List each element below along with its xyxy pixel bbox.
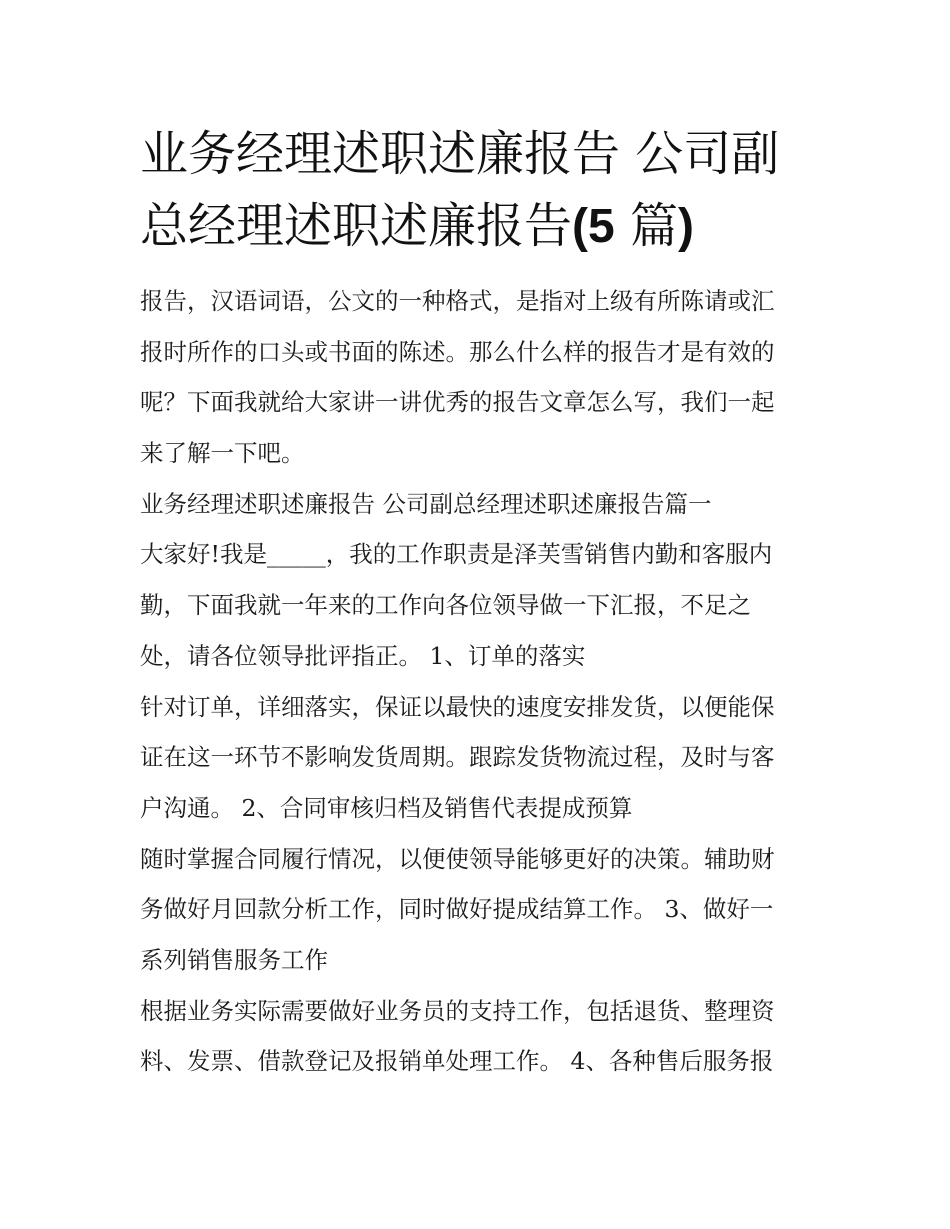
body-line: 系列销售服务工作 — [140, 945, 328, 974]
body-line: 勤，下面我就一年来的工作向各位领导做一下汇报，不足之 — [140, 591, 751, 620]
document-body — [140, 276, 820, 1087]
body-line: 报时所作的口头或书面的陈述。那么什么样的报告才是有效的 — [140, 337, 775, 366]
title-count-close: ) — [677, 200, 694, 253]
body-line: 呢？下面我就给大家讲一讲优秀的报告文章怎么写，我们一起 — [140, 388, 775, 417]
section-heading: 业务经理述职述廉报告 公司副总经理述职述廉报告篇一 — [140, 489, 712, 518]
title-count-unit: 篇 — [614, 198, 678, 254]
body-line: 料、发票、借款登记及报销单处理工作。 4、各种售后服务报 — [140, 1047, 774, 1076]
body-line: 户沟通。 2、合同审核归档及销售代表提成预算 — [140, 793, 633, 822]
title-line-2: 总经理述职述廉报告 — [140, 198, 573, 254]
body-line: 证在这一环节不影响发货周期。跟踪发货物流过程，及时与客 — [140, 743, 775, 772]
body-line: 大家好!我是_____，我的工作职责是泽芙雪销售内勤和客服内 — [140, 540, 773, 569]
title-line-1: 业务经理述职述廉报告 公司副 — [140, 126, 780, 182]
document-title — [140, 118, 820, 263]
body-line: 报告，汉语词语，公文的一种格式，是指对上级有所陈请或汇 — [140, 287, 775, 315]
body-line: 针对订单，详细落实，保证以最快的速度安排发货，以便能保 — [140, 692, 775, 721]
body-line: 来了解一下吧。 — [140, 439, 305, 468]
body-line: 务做好月回款分析工作，同时做好提成结算工作。 3、做好一 — [140, 895, 774, 924]
title-count-open: (5 — [572, 200, 615, 253]
body-line: 处，请各位领导批评指正。 1、订单的落实 — [140, 641, 586, 670]
body-line: 根据业务实际需要做好业务员的支持工作，包括退货、整理资 — [140, 996, 775, 1025]
body-line: 随时掌握合同履行情况，以便使领导能够更好的决策。辅助财 — [140, 844, 775, 873]
